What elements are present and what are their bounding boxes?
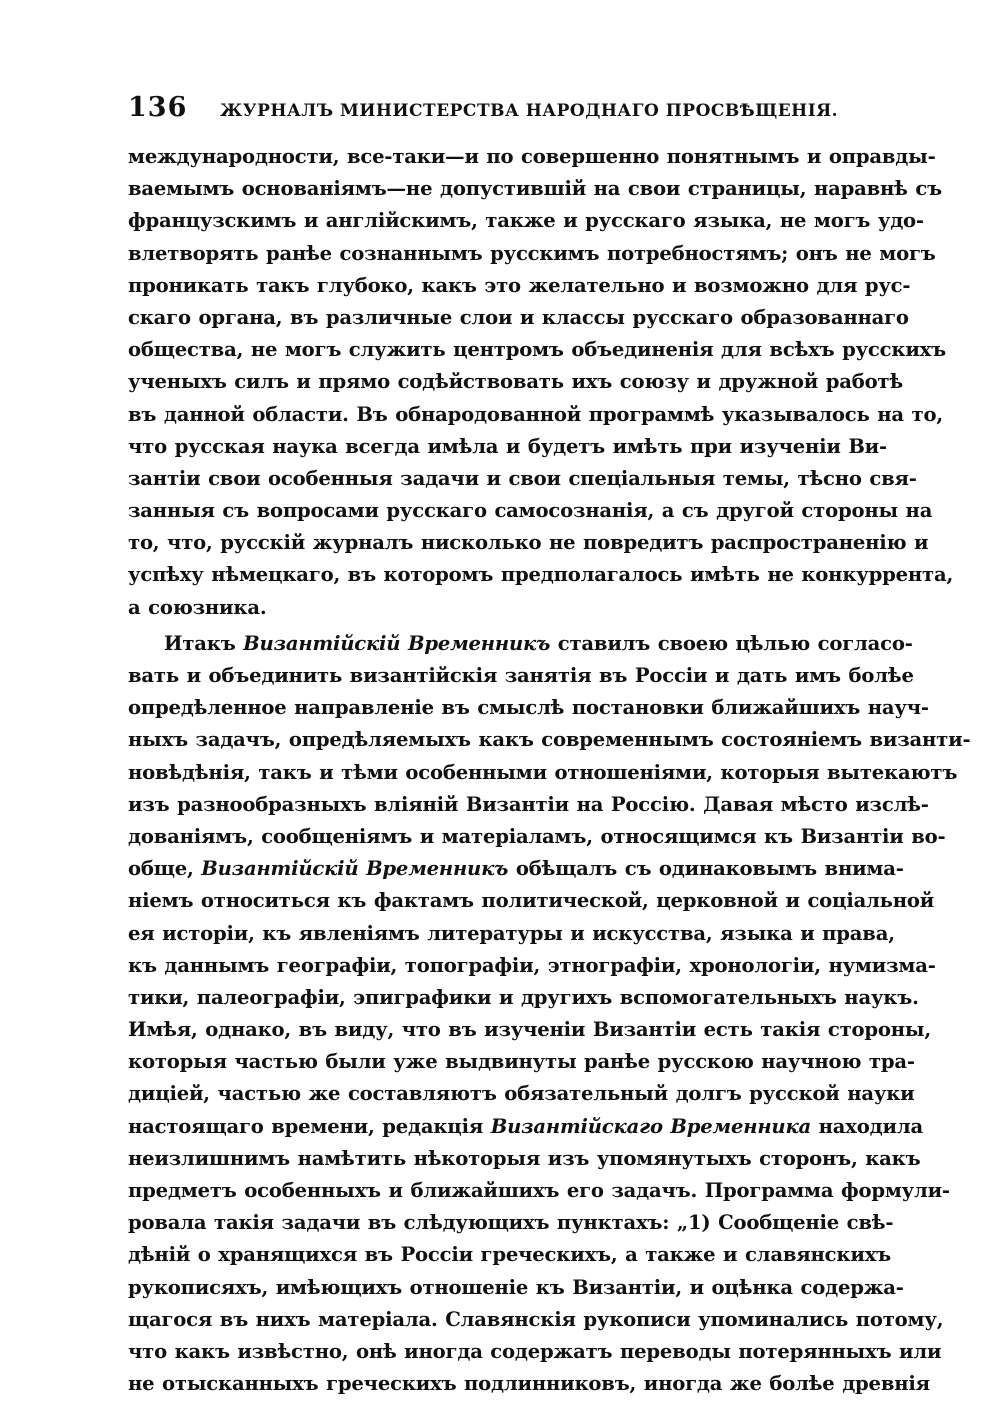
text-line: предметъ особенныхъ и ближайшихъ его задачъ. Программа формули- [128, 1179, 950, 1202]
text-line: то, что, русскій журналъ нисколько не повредитъ распространенію и [128, 531, 929, 555]
journal-title-italic: Византійскій Временникъ [201, 857, 509, 881]
text-line: международности, все-таки—и по совершенно понятнымъ и оправды- [128, 145, 936, 168]
text-line: занныя съ вопросами русскаго самосознанія, а съ другой стороны на [128, 499, 933, 523]
text-line: опредѣленное направленіе въ смыслѣ постановки ближайшихъ науч- [128, 696, 929, 720]
text-line: а союзника. [128, 595, 267, 619]
text-line [128, 853, 904, 885]
text-line: въ данной области. Въ обнародованной программѣ указывалось на то, [128, 402, 943, 426]
text-line: скаго органа, въ различные слои и классы русскаго образованнаго [128, 305, 909, 329]
text-line: Имѣя, однако, въ виду, что въ изученіи Византіи есть такія стороны, [128, 1018, 931, 1042]
text-line: неизлишнимъ намѣтить нѣкоторыя изъ упомянутыхъ сторонъ, какъ [128, 1146, 921, 1170]
text-line: дѣній о хранящихся въ Россіи греческихъ, а также и славянскихъ [128, 1243, 892, 1267]
text-line: зантіи свои особенныя задачи и свои спеціальныя темы, тѣсно свя- [128, 466, 917, 490]
text-run: обѣщалъ съ одинаковымъ внима- [508, 857, 904, 881]
text-line: тики, палеографіи, эпиграфики и другихъ вспомогательныхъ наукъ. [128, 985, 919, 1009]
text-line: дованіямъ, сообщеніямъ и матеріаламъ, относящимся къ Византіи во- [128, 824, 946, 848]
text-line: которыя частью были уже выдвинуты ранѣе русскою научною тра- [128, 1050, 915, 1074]
text-run: ставилъ своею цѣлью согласо- [550, 631, 913, 655]
text-line: проникать такъ глубоко, какъ это желательно и возможно для рус- [128, 273, 911, 297]
text-line: ея исторіи, къ явленіямъ литературы и искусства, языка и права, [128, 921, 895, 945]
text-line: ваемымъ основаніямъ—не допустившій на свои страницы, наравнѣ съ [128, 177, 942, 201]
text-line: изъ разнообразныхъ вліяній Византіи на Россію. Давая мѣсто изслѣ- [128, 792, 929, 816]
text-run: Итакъ [164, 631, 244, 655]
journal-title-italic: Византійскій Временникъ [243, 631, 551, 655]
text-line: ныхъ задачъ, опредѣляемыхъ какъ современнымъ состояніемъ византи- [128, 728, 971, 752]
text-line: ученыхъ силъ и прямо содѣйствовать ихъ союзу и дружной работѣ [128, 370, 903, 394]
text-line: ніемъ относиться къ фактамъ политической, церковной и соціальной [128, 889, 935, 913]
text-line: успѣху нѣмецкаго, въ которомъ предполагалось имѣть не конкуррента, [128, 563, 954, 587]
text-line: вать и объединить византійскія занятія въ Россіи и дать имъ болѣе [128, 664, 914, 687]
page-body [128, 141, 971, 1400]
text-line [128, 1111, 923, 1143]
text-line: не отысканныхъ греческихъ подлинниковъ, иногда же болѣе древнія [128, 1372, 930, 1396]
text-line: ровала такія задачи въ слѣдующихъ пунктахъ: „1) Сообщеніе свѣ- [128, 1211, 894, 1235]
text-line: диціей, частью же составляютъ обязательный долгъ русской науки [128, 1082, 915, 1106]
paragraph-1 [128, 141, 954, 624]
text-line: общества, не могъ служить центромъ объединенія для всѣхъ русскихъ [128, 338, 946, 362]
text-line: новѣдѣнія, такъ и тѣми особенными отношеніями, которыя вытекаютъ [128, 760, 958, 784]
text-line: щагося въ нихъ матеріала. Славянскія рукописи упоминались потому, [128, 1307, 944, 1331]
text-line: влетворять ранѣе сознаннымъ русскимъ потребностямъ; онъ не могъ [128, 241, 936, 265]
journal-title-italic: Византійскаго Временника [490, 1114, 812, 1138]
text-run: настоящаго времени, редакція [128, 1114, 491, 1138]
page-header [128, 92, 888, 126]
paragraph-2 [128, 628, 971, 1401]
text-line: къ даннымъ географіи, топографіи, этнографіи, хронологіи, нумизма- [128, 953, 936, 977]
running-title: ЖУРНАЛЪ МИНИСТЕРСТВА НАРОДНАГО ПРОСВѢЩЕНІЯ. [220, 101, 839, 121]
text-run: обще, [128, 857, 202, 881]
text-line: французскимъ и англійскимъ, также и русскаго языка, не могъ удо- [128, 209, 924, 233]
text-line: рукописяхъ, имѣющихъ отношеніе къ Византіи, и оцѣнка содержа- [128, 1275, 904, 1299]
text-run: находила [811, 1114, 923, 1138]
text-line [128, 628, 913, 660]
page-number: 136 [128, 92, 188, 123]
text-line: что какъ извѣстно, онѣ иногда содержатъ переводы потерянныхъ или [128, 1339, 942, 1363]
text-line: что русская наука всегда имѣла и будетъ имѣть при изученіи Ви- [128, 434, 887, 458]
